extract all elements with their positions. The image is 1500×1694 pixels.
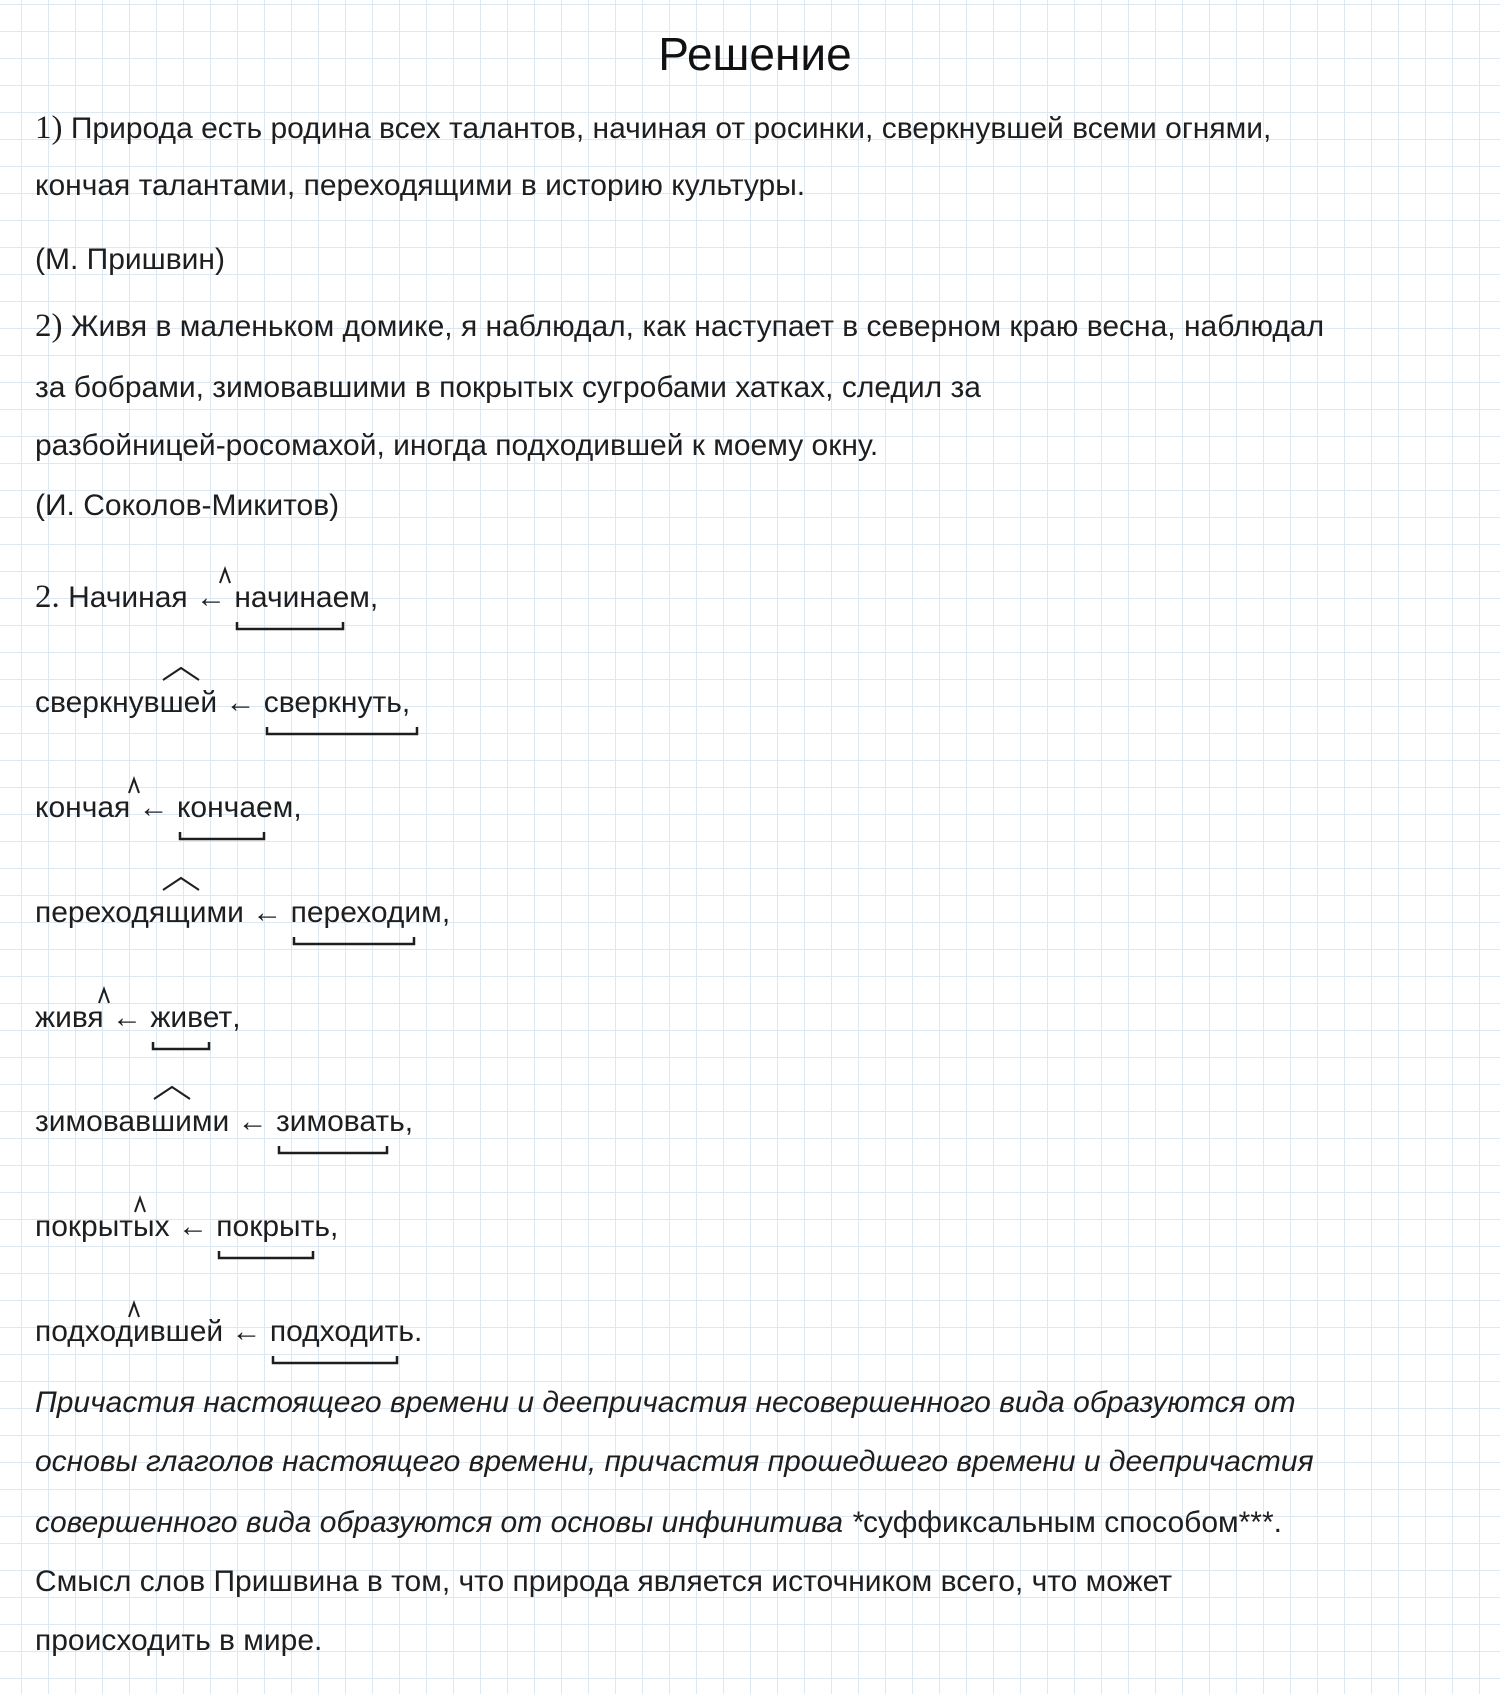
participle-word: зимовавшими	[35, 1102, 229, 1142]
arrow-left-icon: ←	[231, 1315, 262, 1348]
verb-stem: переходим	[291, 893, 442, 933]
verb-stem: начинаем	[234, 578, 370, 618]
sentence-1-line-1	[35, 108, 1271, 149]
arrow-left-icon: ←	[237, 1105, 268, 1138]
sentence-2-text-1: Живя в маленьком домике, я наблюдал, как наступает в северном краю весна, наблюдал	[70, 310, 1325, 343]
rule-line-1: Причастия настоящего времени и деепричастия несовершенного вида образуются от	[35, 1386, 1296, 1419]
sentence-2-author: (И. Соколов-Микитов)	[35, 489, 340, 522]
participle-word: сверкнувшей	[35, 683, 217, 723]
analysis-row: сверкнувшей ← сверкнуть ,	[35, 683, 410, 723]
sentence-2-line-1	[35, 306, 1324, 347]
participle-word: Начиная	[68, 578, 188, 618]
analysis-row: 2. Начиная ← начинаем ,	[35, 577, 378, 618]
sentence-2-line-3: разбойницей-росомахой, иногда подходившей к моему окну.	[35, 429, 879, 462]
arrow-left-icon: ←	[225, 686, 256, 719]
part-2-number: 2.	[35, 579, 60, 615]
sentence-1-author: (М. Пришвин)	[35, 243, 225, 276]
participle-word: переходящими	[35, 893, 244, 933]
page-title: Решение	[658, 28, 852, 80]
rule-line-2: основы глаголов настоящего времени, причастия прошедшего времени и деепричастия	[35, 1445, 1314, 1478]
analysis-row: живя ← живет ,	[35, 998, 241, 1038]
verb-stem: зимовать	[276, 1102, 405, 1142]
verb-stem: живет	[150, 998, 232, 1038]
arrow-left-icon: ←	[138, 791, 169, 824]
sentence-1-line-2: кончая талантами, переходящими в историю культуры.	[35, 169, 806, 202]
participle-word: подходившей	[35, 1312, 223, 1352]
verb-stem: сверкнуть	[264, 683, 402, 723]
analysis-row: переходящими ← переходим ,	[35, 893, 450, 933]
verb-stem: подходить	[270, 1312, 414, 1352]
rule-line-3-italic: совершенного вида образуются от основы инфинитива *	[35, 1506, 864, 1539]
rule-line-3-normal: суффиксальным способом***.	[863, 1506, 1282, 1539]
arrow-left-icon: ←	[112, 1001, 143, 1034]
meaning-line-2: происходить в мире.	[35, 1624, 323, 1657]
sentence-1-number: 1)	[35, 110, 63, 146]
sentence-2-number: 2)	[35, 308, 63, 344]
meaning-line-1: Смысл слов Пришвина в том, что природа является источником всего, что может	[35, 1565, 1173, 1598]
analysis-row: зимовавшими ← зимовать ,	[35, 1102, 413, 1142]
arrow-left-icon: ←	[252, 896, 283, 929]
sentence-1-text-1: Природа есть родина всех талантов, начиная от росинки, сверкнувшей всеми огнями,	[70, 112, 1272, 145]
analysis-row: кончая ← кончаем ,	[35, 788, 302, 828]
verb-stem: покрыть	[216, 1207, 330, 1247]
sentence-2-line-2: за бобрами, зимовавшими в покрытых сугробами хатках, следил за	[35, 371, 981, 404]
arrow-left-icon: ←	[196, 581, 227, 614]
participle-word: кончая	[35, 788, 130, 828]
analysis-row: подходившей ← подходить .	[35, 1312, 422, 1352]
participle-word: покрытых	[35, 1207, 170, 1247]
verb-stem: кончаем	[177, 788, 293, 828]
rule-line-3	[35, 1503, 1282, 1543]
arrow-left-icon: ←	[177, 1210, 208, 1243]
analysis-row: покрытых ← покрыть ,	[35, 1207, 338, 1247]
participle-word: живя	[35, 998, 104, 1038]
